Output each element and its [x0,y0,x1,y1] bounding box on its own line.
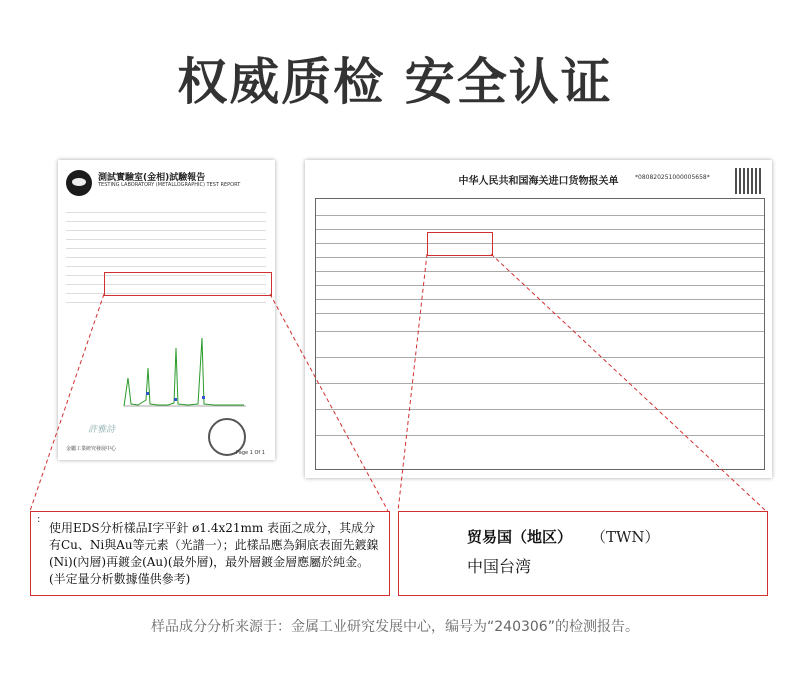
trade-country-value: 中国台湾 [467,557,532,576]
eds-analysis-text: 使用EDS分析樣品I字平針 ø1.4x21mm 表面之成分，其成分有Cu、Ni與Au等元素（光譜一）；此樣品應為銅底表面先鍍鎳(Ni)(內層)再鍍金(Au)(最外層)，最外層鍍金層應屬於純金。(半定量分析數據僅供參考) [49,521,379,586]
eds-analysis-callout [30,511,390,596]
customs-highlight-box [427,232,493,256]
lab-logo-icon [66,170,92,196]
qr-code-icon [735,168,761,194]
trade-country-code: （TWN） [591,528,660,546]
lab-report-footer: 金屬工業研究發展中心 [66,446,117,452]
eds-spectrum-chart [118,308,248,418]
lab-report-title: 測試實驗室(金相)試驗報告 [98,173,206,183]
trade-country-label: 贸易国（地区） [467,528,573,546]
lab-report-subtitle: TESTING LABORATORY (METALLOGRAPHIC) TEST REPORT [98,182,241,188]
source-footnote: 样品成分分析来源于：金属工业研究发展中心，编号为“240306”的检测报告。 [151,619,639,635]
lab-test-report-image [58,160,275,460]
customs-number: *080820251000005658* [635,174,710,181]
hero-title: 权威质检 安全认证 [177,53,613,111]
customs-title: 中华人民共和国海关进口货物报关单 [458,176,619,187]
callout-marker: : [37,514,41,525]
lab-highlight-box [104,272,272,296]
customs-declaration-image [305,160,772,478]
lab-page-number: Page 1 Of 1 [236,450,265,456]
lab-signature: 許雅詩 [88,425,116,435]
customs-form-grid [315,198,765,470]
trade-country-callout [398,511,768,596]
